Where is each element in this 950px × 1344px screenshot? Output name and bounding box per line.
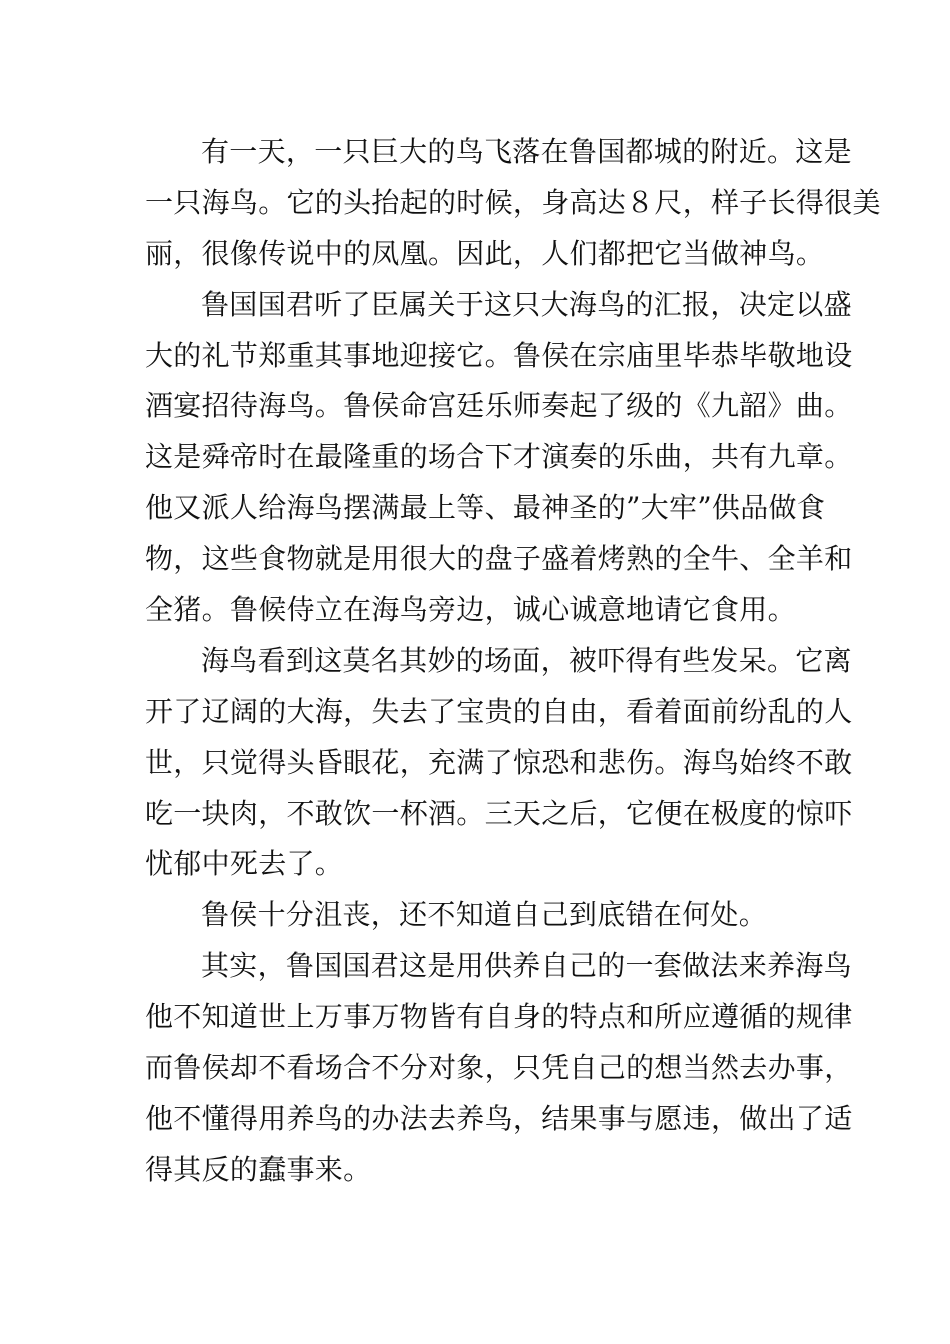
text-line: 忧郁中死去了。 <box>145 847 344 881</box>
text-line: 而鲁侯却不看场合不分对象，只凭自己的想当然去办事， <box>145 1051 853 1085</box>
text-line: 全猪。鲁候侍立在海鸟旁边，诚心诚意地请它食用。 <box>145 593 796 627</box>
text-line: 鲁国国君听了臣属关于这只大海鸟的汇报，决定以盛 <box>201 287 852 321</box>
text-line: 这是舜帝时在最隆重的场合下才演奏的乐曲，共有九章。 <box>145 440 853 474</box>
text-line: 鲁侯十分沮丧，还不知道自己到底错在何处。 <box>201 898 768 932</box>
text-line: 大的礼节郑重其事地迎接它。鲁侯在宗庙里毕恭毕敬地设 <box>145 338 853 372</box>
text-line: 物，这些食物就是用很大的盘子盛着烤熟的全牛、全羊和 <box>145 542 853 576</box>
text-line: 他不知道世上万事万物皆有自身的特点和所应遵循的规律 <box>145 1000 853 1034</box>
text-line: 丽，很像传说中的凤凰。因此，人们都把它当做神鸟。 <box>145 236 825 270</box>
text-line: 世，只觉得头昏眼花，充满了惊恐和悲伤。海鸟始终不敢 <box>145 745 853 779</box>
text-line: 有一天，一只巨大的鸟飞落在鲁国都城的附近。这是 <box>201 135 852 168</box>
text-line: 得其反的蠢事来。 <box>145 1152 372 1186</box>
text-line: 酒宴招待海鸟。鲁侯命宫廷乐师奏起了级的《九韶》曲。 <box>145 389 853 423</box>
text-line: 其实，鲁国国君这是用供养自己的一套做法来养海鸟 <box>201 949 852 983</box>
text-line: 吃一块肉，不敢饮一杯酒。三天之后，它便在极度的惊吓 <box>145 796 853 830</box>
text-line: 海鸟看到这莫名其妙的场面，被吓得有些发呆。它离 <box>201 643 852 677</box>
body-text <box>145 127 881 1196</box>
text-line: 开了辽阔的大海，失去了宝贵的自由，看着面前纷乱的人 <box>145 694 853 728</box>
text-line: 一只海鸟。它的头抬起的时候，身高达８尺，样子长得很美 <box>145 185 881 219</box>
text-line: 他又派人给海鸟摆满最上等、最神圣的”大牢”供品做食 <box>145 491 826 525</box>
text-line: 他不懂得用养鸟的办法去养鸟，结果事与愿违，做出了适 <box>145 1101 853 1135</box>
